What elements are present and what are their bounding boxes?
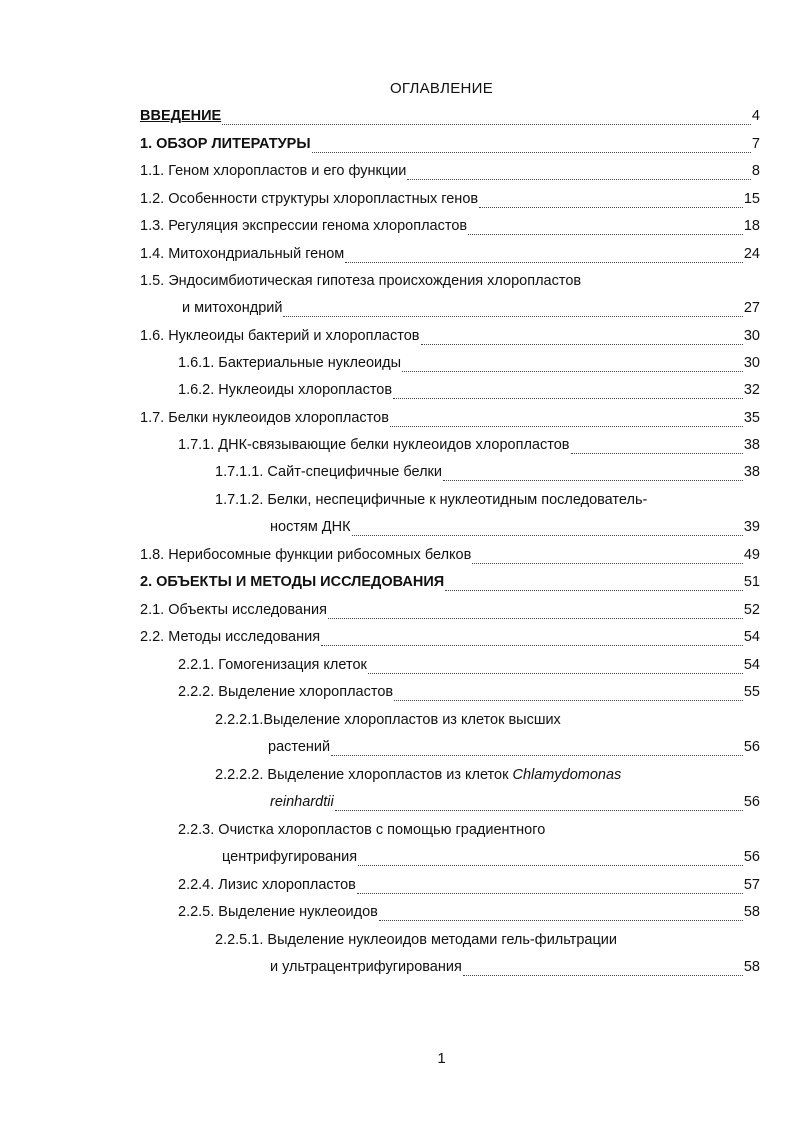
toc-entry[interactable] <box>178 684 760 706</box>
toc-entry[interactable] <box>178 382 760 404</box>
leader-dots <box>463 975 743 976</box>
toc-entry[interactable] <box>140 246 760 268</box>
toc-entry-text[interactable] <box>215 767 621 783</box>
toc-entry-text: 1.7.1. ДНК-связывающие белки нуклеоидов хлоропластов <box>178 437 570 453</box>
page-title: ОГЛАВЛЕНИЕ <box>389 80 494 97</box>
toc-entry[interactable] <box>178 904 760 926</box>
toc-entry-continuation: reinhardtii <box>270 794 334 810</box>
toc-entry-page: 27 <box>743 300 760 316</box>
toc-entry-text[interactable]: 1.5. Эндосимбиотическая гипотеза происхождения хлоропластов <box>140 273 582 289</box>
toc-entry-text: 2.1. Объекты исследования <box>140 602 327 618</box>
leader-dots <box>379 920 743 921</box>
toc-entry-page: 35 <box>743 410 760 426</box>
toc-entry-page: 54 <box>743 657 760 673</box>
toc-entry[interactable] <box>140 410 760 432</box>
toc-entry[interactable] <box>268 739 760 761</box>
leader-dots <box>468 234 743 235</box>
toc-entry-text: 1.6. Нуклеоиды бактерий и хлоропластов <box>140 328 420 344</box>
toc-entry[interactable] <box>140 547 760 569</box>
toc-entry-text[interactable]: 1.7.1.2. Белки, неспецифичные к нуклеотидным последователь- <box>215 492 648 508</box>
leader-dots <box>393 398 743 399</box>
toc-entry-page: 39 <box>743 519 760 535</box>
toc-entry-continuation: центрифугирования <box>222 849 358 865</box>
leader-dots <box>222 124 751 125</box>
toc-entry-page: 52 <box>743 602 760 618</box>
toc-entry-text: 2.2.4. Лизис хлоропластов <box>178 877 356 893</box>
leader-dots <box>312 152 751 153</box>
toc-entry-page: 18 <box>743 218 760 234</box>
leader-dots <box>394 700 743 701</box>
leader-dots <box>328 618 743 619</box>
toc-entry-page: 58 <box>743 959 760 975</box>
leader-dots <box>445 590 743 591</box>
toc-entry[interactable] <box>178 877 760 899</box>
toc-entry[interactable] <box>215 464 760 486</box>
toc-entry-text: 1.7.1.1. Сайт-специфичные белки <box>215 464 442 480</box>
toc-entry-text: 1.2. Особенности структуры хлоропластных генов <box>140 191 479 207</box>
toc-entry[interactable] <box>270 794 760 816</box>
toc-entry-page: 56 <box>743 739 760 755</box>
leader-dots <box>390 426 743 427</box>
toc-entry-page: 38 <box>743 464 760 480</box>
toc-entry-page: 49 <box>743 547 760 563</box>
leader-dots <box>407 179 751 180</box>
toc-entry-text: 2.2. Методы исследования <box>140 629 321 645</box>
toc-entry[interactable] <box>178 657 760 679</box>
toc-entry-text: 2.2.1. Гомогенизация клеток <box>178 657 367 673</box>
leader-dots <box>571 453 743 454</box>
toc-entry-page: 54 <box>743 629 760 645</box>
toc-entry-continuation: и ультрацентрифугирования <box>270 959 462 975</box>
leader-dots <box>472 563 743 564</box>
leader-dots <box>352 535 743 536</box>
toc-entry-text[interactable]: 2.2.2.1.Выделение хлоропластов из клеток высших <box>215 712 561 728</box>
toc-entry-continuation: и митохондрий <box>182 300 283 316</box>
toc-entry[interactable] <box>222 849 760 871</box>
leader-dots <box>443 480 743 481</box>
toc-entry[interactable] <box>140 629 760 651</box>
toc-entry-page: 51 <box>743 574 760 590</box>
toc-entry[interactable] <box>178 437 760 459</box>
toc-entry-page: 30 <box>743 328 760 344</box>
toc-entry-page: 56 <box>743 794 760 810</box>
toc-entry-page: 24 <box>743 246 760 262</box>
leader-dots <box>335 810 743 811</box>
toc-entry[interactable] <box>270 959 760 981</box>
toc-entry-page: 58 <box>743 904 760 920</box>
toc-entry-text: 1.3. Регуляция экспрессии генома хлоропластов <box>140 218 468 234</box>
toc-entry[interactable] <box>140 218 760 240</box>
leader-dots <box>368 673 743 674</box>
toc-entry-page: 55 <box>743 684 760 700</box>
toc-entry-text: 1.7. Белки нуклеоидов хлоропластов <box>140 410 389 426</box>
leader-dots <box>345 262 743 263</box>
toc-entry-text: ВВЕДЕНИЕ <box>140 108 222 124</box>
page-number: 1 <box>437 1050 446 1067</box>
toc-entry-continuation: растений <box>268 739 331 755</box>
toc-entry-page: 15 <box>743 191 760 207</box>
toc-entry-page: 56 <box>743 849 760 865</box>
leader-dots <box>421 344 743 345</box>
toc-entry-text: 1. ОБЗОР ЛИТЕРАТУРЫ <box>140 136 311 152</box>
toc-entry-page: 8 <box>751 163 760 179</box>
toc-entry[interactable] <box>270 519 760 541</box>
toc-entry-page: 4 <box>751 108 760 124</box>
toc-entry[interactable] <box>140 136 760 158</box>
toc-entry[interactable] <box>140 163 760 185</box>
toc-entry-page: 38 <box>743 437 760 453</box>
leader-dots <box>283 316 742 317</box>
toc-entry-text: 2.2.5. Выделение нуклеоидов <box>178 904 378 920</box>
leader-dots <box>402 371 743 372</box>
toc-entry[interactable] <box>140 602 760 624</box>
toc-entry[interactable] <box>140 108 760 130</box>
leader-dots <box>479 207 743 208</box>
toc-entry[interactable] <box>140 574 760 596</box>
toc-entry-text: 2. ОБЪЕКТЫ И МЕТОДЫ ИССЛЕДОВАНИЯ <box>140 574 445 590</box>
toc-entry-text[interactable]: 2.2.3. Очистка хлоропластов с помощью градиентного <box>178 822 546 838</box>
toc-entry-text[interactable]: 2.2.5.1. Выделение нуклеоидов методами гель-фильтрации <box>215 932 617 948</box>
leader-dots <box>357 893 743 894</box>
toc-entry-page: 7 <box>751 136 760 152</box>
toc-entry-text: 1.6.2. Нуклеоиды хлоропластов <box>178 382 393 398</box>
toc-entry-text: 1.4. Митохондриальный геном <box>140 246 345 262</box>
toc-entry-continuation: ностям ДНК <box>270 519 351 535</box>
toc-entry-text: 1.1. Геном хлоропластов и его функции <box>140 163 407 179</box>
toc-entry-page: 30 <box>743 355 760 371</box>
toc-entry[interactable] <box>178 355 760 377</box>
toc-entry-text-part: 2.2.2.2. Выделение хлоропластов из клеток Chlamydomonas <box>215 767 622 783</box>
toc-entry-page: 57 <box>743 877 760 893</box>
toc-entry[interactable] <box>140 328 760 350</box>
toc-entry-text: 1.8. Нерибосомные функции рибосомных белков <box>140 547 472 563</box>
leader-dots <box>358 865 743 866</box>
toc-entry-text: 2.2.2. Выделение хлоропластов <box>178 684 394 700</box>
leader-dots <box>331 755 743 756</box>
leader-dots <box>321 645 743 646</box>
toc-entry[interactable] <box>182 300 760 322</box>
toc-entry-text: 1.6.1. Бактериальные нуклеоиды <box>178 355 402 371</box>
toc-entry-page: 32 <box>743 382 760 398</box>
toc-entry[interactable] <box>140 191 760 213</box>
